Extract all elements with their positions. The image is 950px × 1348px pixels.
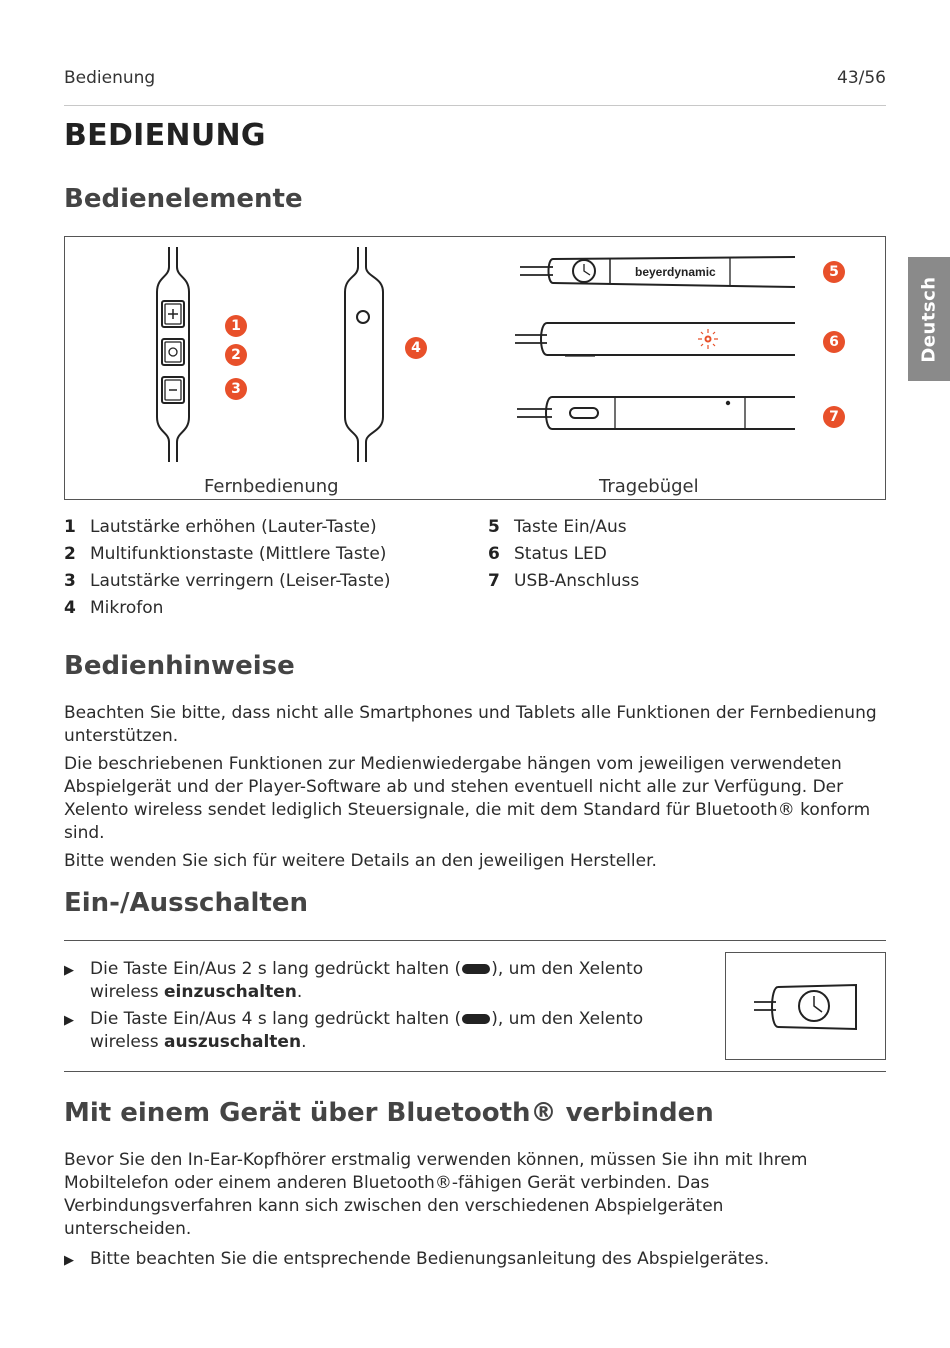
bullet-arrow-icon: ▶ bbox=[64, 1013, 74, 1028]
legend-text: USB-Anschluss bbox=[514, 571, 640, 591]
status-led-drawing bbox=[706, 337, 711, 342]
legend-item bbox=[64, 541, 391, 568]
callout-6: 6 bbox=[823, 331, 845, 353]
legend-left bbox=[64, 514, 391, 622]
caption-remote: Fernbedienung bbox=[204, 476, 339, 497]
legend-text: Status LED bbox=[514, 544, 607, 564]
instruction-text: Die Taste Ein/Aus 4 s lang gedrückt halten ( ), um den Xelento wireless auszuschalten. bbox=[90, 1009, 644, 1052]
mic-remote-cable-top bbox=[358, 247, 366, 267]
instruction-text: Die Taste Ein/Aus 2 s lang gedrückt halten ( ), um den Xelento wireless einzuschalten. bbox=[90, 959, 644, 1002]
press-indicator-icon bbox=[462, 964, 490, 974]
usb-port-drawing bbox=[570, 408, 598, 418]
page-number: 43/56 bbox=[837, 68, 886, 88]
legend-text: Taste Ein/Aus bbox=[514, 517, 627, 537]
bullet-arrow-icon: ▶ bbox=[64, 963, 74, 978]
page-title: BEDIENUNG bbox=[64, 118, 266, 153]
power-instructions bbox=[64, 958, 694, 1058]
legend-item bbox=[64, 568, 391, 595]
power-button-figure bbox=[725, 952, 886, 1060]
section-heading-power: Ein-/Ausschalten bbox=[64, 888, 309, 918]
legend-item bbox=[488, 541, 639, 568]
microphone-hole bbox=[357, 311, 369, 323]
hints-paragraph-2: Die beschriebenen Funktionen zur Medienwiedergabe hängen vom jeweiligen verwendeten Abspielgerät und der Player-Software ab und stehen eventuell nicht alle zur Verfügung. Der Xelento wireless sendet lediglich Steuersignale, die mit dem Standard für Bluetooth® konform sind. bbox=[64, 754, 871, 843]
legend-text: Multifunktionstaste (Mittlere Taste) bbox=[90, 544, 387, 564]
mic-remote-body bbox=[345, 267, 383, 462]
legend-number: 4 bbox=[64, 598, 76, 618]
legend-item bbox=[488, 514, 639, 541]
legend-number: 6 bbox=[488, 544, 500, 564]
controls-figure bbox=[64, 236, 886, 500]
callout-4: 4 bbox=[405, 337, 427, 359]
power-top-divider bbox=[64, 940, 886, 941]
legend-text: Mikrofon bbox=[90, 598, 164, 618]
power-bottom-divider bbox=[64, 1071, 886, 1072]
caption-neckband: Tragebügel bbox=[599, 476, 699, 497]
callout-3: 3 bbox=[225, 378, 247, 400]
callout-2: 2 bbox=[225, 344, 247, 366]
neckband-bottom bbox=[552, 397, 795, 429]
language-tab bbox=[908, 257, 950, 381]
legend-item bbox=[64, 514, 391, 541]
callout-5: 5 bbox=[823, 261, 845, 283]
legend-text: Lautstärke erhöhen (Lauter-Taste) bbox=[90, 517, 377, 537]
legend-item bbox=[64, 595, 391, 622]
instruction-item bbox=[64, 958, 694, 1004]
legend-text: Lautstärke verringern (Leiser-Taste) bbox=[90, 571, 391, 591]
legend-number: 7 bbox=[488, 571, 500, 591]
press-indicator-icon bbox=[462, 1014, 490, 1024]
remote-cable-top bbox=[169, 247, 177, 267]
section-heading-hints: Bedienhinweise bbox=[64, 651, 295, 681]
legend-number: 5 bbox=[488, 517, 500, 537]
bullet-arrow-icon: ▶ bbox=[64, 1253, 74, 1268]
bluetooth-paragraph: Bevor Sie den In-Ear-Kopfhörer erstmalig verwenden können, müssen Sie ihn mit Ihrem Mobiltelefon oder einem anderen Bluetooth®-fähigen Gerät verbinden. Das Verbindungsverfahren kann sich zwischen den verschiedenen Abspielgeräten unterscheiden. bbox=[64, 1150, 808, 1239]
section-heading-controls: Bedienelemente bbox=[64, 184, 303, 214]
section-heading-bluetooth: Mit einem Gerät über Bluetooth® verbinden bbox=[64, 1098, 714, 1128]
callout-7: 7 bbox=[823, 406, 845, 428]
hints-paragraph-1: Beachten Sie bitte, dass nicht alle Smartphones und Tablets alle Funktionen der Fernbedienung unterstützen. bbox=[64, 703, 877, 746]
legend-number: 3 bbox=[64, 571, 76, 591]
instruction-text: Bitte beachten Sie die entsprechende Bedienungsanleitung des Abspielgerätes. bbox=[90, 1249, 770, 1269]
brand-logo: beyerdynamic bbox=[635, 265, 716, 279]
language-tab-label: Deutsch bbox=[918, 275, 940, 363]
bluetooth-instructions bbox=[64, 1248, 886, 1276]
legend-number: 1 bbox=[64, 517, 76, 537]
instruction-item bbox=[64, 1008, 694, 1054]
hints-paragraph-3: Bitte wenden Sie sich für weitere Details an den jeweiligen Hersteller. bbox=[64, 851, 657, 871]
running-header: Bedienung bbox=[64, 68, 156, 88]
power-button-illustration bbox=[726, 953, 885, 1059]
callout-1: 1 bbox=[225, 315, 247, 337]
header-divider bbox=[64, 105, 886, 106]
controls-illustration bbox=[65, 237, 885, 499]
instruction-item bbox=[64, 1248, 886, 1272]
legend-item bbox=[488, 568, 639, 595]
neckband-middle bbox=[547, 323, 795, 355]
legend-number: 2 bbox=[64, 544, 76, 564]
legend-right bbox=[488, 514, 639, 595]
